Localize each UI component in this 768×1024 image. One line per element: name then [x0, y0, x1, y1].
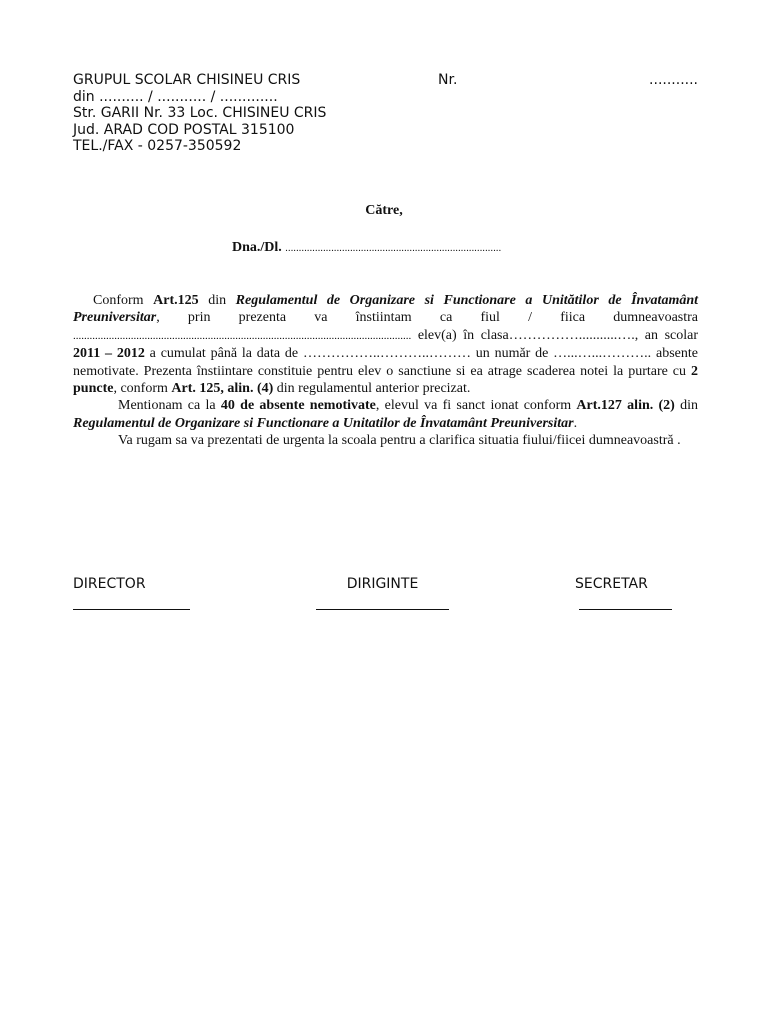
regulation-title: Regulamentul de Organizare si Functionare a Unitatilor de Învatamânt Preuniversitar	[73, 415, 574, 431]
date-field: din .......... / ........... / .............	[73, 88, 278, 105]
absence-threshold: 40 de absente nemotivate	[220, 398, 376, 414]
article-ref: Art.127 alin. (2)	[576, 398, 675, 414]
article-ref: Art. 125, alin. (4)	[171, 381, 274, 397]
signature-director	[73, 576, 190, 610]
signature-secretar	[575, 576, 672, 610]
points: 2 puncte	[73, 363, 698, 397]
registration-number-field: ...........	[649, 72, 698, 88]
signature-block	[73, 576, 698, 616]
director-label: DIRECTOR	[73, 576, 146, 592]
text: , conform	[113, 381, 172, 397]
school-year: 2011 – 2012	[73, 346, 145, 362]
text: din regulamentul anterior precizat.	[273, 381, 471, 397]
letter-body	[73, 292, 698, 450]
header-date-line	[73, 89, 698, 106]
text: elev(a) în clasa……………...........…., an scolar	[411, 327, 698, 343]
signature-line	[579, 609, 672, 610]
paragraph-warning	[73, 397, 698, 432]
text: din	[674, 398, 698, 414]
recipient-line	[232, 240, 501, 256]
signature-line	[73, 609, 190, 610]
article-ref: Art.125	[153, 293, 199, 308]
secretar-label: SECRETAR	[575, 576, 648, 592]
student-name-field: ...........................................................................................................................	[73, 329, 412, 342]
text: Mentionam ca la	[118, 398, 221, 414]
recipient-label: Dna./Dl.	[232, 240, 282, 255]
recipient-heading: Către,	[365, 203, 403, 218]
signature-diriginte	[316, 576, 449, 610]
text: , prin prezenta va înstiintam ca fiul / fiica dumneavoastra	[156, 310, 698, 326]
paragraph-request: Va rugam sa va prezentati de urgenta la scoala pentru a clarifica situatia fiului/fiicei dumneavoastră .	[118, 433, 681, 449]
regulation-title: Regulamentul de Organizare si Functionare a Unitătilor de Învatamânt Preuniversitar	[73, 293, 699, 326]
diriginte-label: DIRIGINTE	[346, 576, 419, 592]
paragraph-notice	[73, 292, 698, 397]
signature-line	[316, 609, 449, 610]
text: a cumulat până la data de ……………..………..……… un număr de …...…...……….. absente nemotivate. Prezenta înstiintare constituie pentru elev o sanctiune si ea atrage scaderea notei la purtare cu	[73, 346, 698, 379]
recipient-fill-dots: ................................................................................	[285, 243, 502, 254]
text: , elevul va fi sanct ionat conform	[375, 398, 577, 414]
header-phone	[73, 138, 698, 155]
text: .	[573, 415, 578, 431]
address-street: Str. GARII Nr. 33 Loc. CHISINEU CRIS	[73, 105, 327, 121]
address-county: Jud. ARAD COD POSTAL 315100	[73, 121, 295, 138]
phone-fax: TEL./FAX - 0257-350592	[73, 138, 242, 154]
header-street	[73, 105, 698, 122]
text: Conform	[93, 293, 154, 308]
header-county	[73, 122, 698, 139]
registration-number-label: Nr.	[438, 72, 458, 88]
school-header	[73, 72, 698, 155]
header-line-1	[73, 72, 698, 89]
text: din	[198, 293, 236, 308]
school-name: GRUPUL SCOLAR CHISINEU CRIS	[73, 72, 301, 88]
